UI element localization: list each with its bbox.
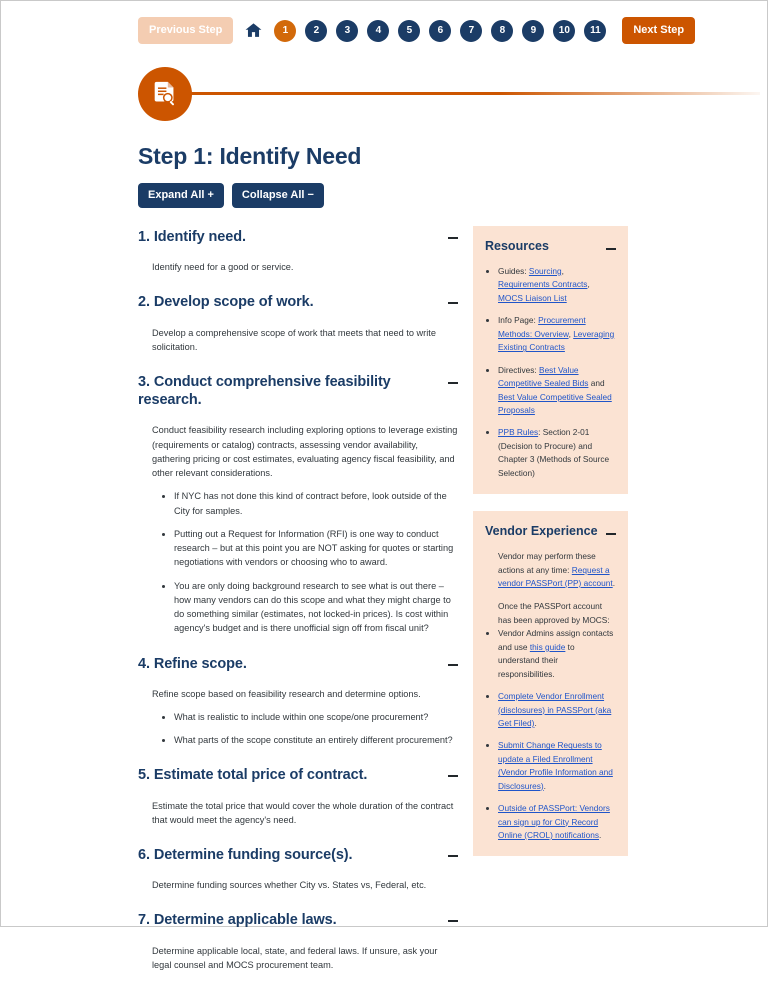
list-item: • You are only doing background research to see what is out there – how many vendors can do this scope and what they might charge to do something similar (estimates, not locked-in prices). Is cost within agency's budget and is there unofficial sign off from fiscal unit? [174, 579, 458, 636]
resource-link[interactable]: MOCS Liaison List [498, 292, 567, 303]
accordion-header[interactable] [138, 764, 458, 784]
accordion-header[interactable] [138, 909, 458, 929]
accordion-title: 7. Determine applicable laws. [138, 912, 337, 929]
collapse-minus-icon[interactable] [606, 533, 616, 535]
hero-banner [138, 67, 767, 121]
accordion-body [138, 312, 458, 355]
step-dot-9[interactable]: 9 [522, 20, 544, 42]
list-item: • Guides: Sourcing, Requirements Contracts, MOCS Liaison List [498, 265, 616, 305]
collapse-minus-icon[interactable] [448, 664, 458, 666]
hero-divider-line [182, 92, 760, 95]
collapse-all-button[interactable]: Collapse All − [232, 183, 324, 208]
accordion-title: 6. Determine funding source(s). [138, 847, 353, 863]
accordion-body [138, 246, 458, 274]
step-navigation [1, 1, 767, 44]
resources-panel-header[interactable] [485, 239, 616, 253]
accordion-body [138, 409, 458, 635]
list-item: • What parts of the scope constitute an entirely different procurement? [174, 733, 458, 747]
accordion-body-text: Conduct feasibility research including exploring options to leverage existing (requirements or catalog) contracts, assessing vendor availability, gathering pricing or cost estimates, evaluating agency fiscal feasibility, and other relevant considerations. [152, 425, 458, 478]
step-dot-5[interactable]: 5 [398, 20, 420, 42]
vendor-experience-panel-title: Vendor Experience [485, 524, 598, 539]
collapse-minus-icon[interactable] [448, 775, 458, 777]
accordion-header[interactable] [138, 371, 458, 409]
collapse-minus-icon[interactable] [448, 382, 458, 384]
resource-link[interactable]: this guide [529, 641, 566, 652]
resource-link[interactable]: Procurement Methods: Overview [498, 315, 586, 339]
list-item: • Vendor Admins assign contacts and use this guide to understand their responsibilities. [498, 627, 616, 681]
step-dot-4[interactable]: 4 [367, 20, 389, 42]
accordion-title: 3. Conduct comprehensive feasibility research. [138, 374, 391, 409]
accordion-body-text: Develop a comprehensive scope of work that meets that need to write solicitation. [152, 327, 436, 352]
resource-link[interactable]: Sourcing [528, 266, 562, 276]
accordion-body-text: Determine funding sources whether City vs. States vs, Federal, etc. [152, 880, 427, 891]
step-dot-list [274, 20, 606, 42]
collapse-minus-icon[interactable] [448, 855, 458, 857]
resource-link[interactable]: Complete Vendor Enrollment (disclosures) in PASSPort (aka Get Filed) [498, 691, 612, 728]
previous-step-button[interactable]: Previous Step [138, 17, 233, 44]
resource-link[interactable]: Best Value Competitive Sealed Bids [498, 364, 589, 389]
step-dot-11[interactable]: 11 [584, 20, 606, 42]
list-item: • PPB Rules: Section 2-01 (Decision to Procure) and Chapter 3 (Methods of Source Selection) [498, 426, 616, 480]
list-item: • Outside of PASSPort: Vendors can sign up for City Record Online (CROL) notifications. [498, 802, 616, 842]
collapse-minus-icon[interactable] [448, 237, 458, 239]
resource-link[interactable]: Submit Change Requests to update a Filed Enrollment (Vendor Profile Information and Disclosures) [498, 740, 613, 791]
next-step-button[interactable]: Next Step [622, 17, 695, 44]
accordion-controls [138, 183, 767, 208]
accordion-bullet-list [152, 710, 458, 748]
resources-panel-body [485, 265, 616, 480]
accordion-header[interactable] [138, 844, 458, 864]
resource-link[interactable]: Requirements Contracts [498, 279, 588, 290]
accordion-title: 2. Develop scope of work. [138, 294, 314, 311]
accordion-title: 5. Estimate total price of contract. [138, 767, 368, 784]
list-item: • Putting out a Request for Information (RFI) is one way to conduct research – but at this point you are NOT asking for quotes or starting negotiations with vendors or choosing who to award. [174, 527, 458, 570]
vendor-experience-panel [473, 511, 628, 856]
vendor-experience-panel-header[interactable] [485, 524, 616, 538]
collapse-minus-icon[interactable] [448, 920, 458, 922]
step-dot-2[interactable]: 2 [305, 20, 327, 42]
accordion-section [138, 844, 458, 892]
resource-link[interactable]: Outside of PASSPort: Vendors can sign up for City Record Online (CROL) notifications [498, 803, 610, 840]
list-item: • Submit Change Requests to update a Filed Enrollment (Vendor Profile Information and Disclosures). [498, 739, 616, 793]
expand-all-button[interactable]: Expand All + [138, 183, 224, 208]
collapse-minus-icon[interactable] [448, 302, 458, 304]
content-columns [138, 226, 767, 989]
step-dot-8[interactable]: 8 [491, 20, 513, 42]
resources-panel-title: Resources [485, 239, 549, 253]
accordion-body [138, 864, 458, 892]
page-title: Step 1: Identify Need [138, 143, 362, 169]
list-item: • Info Page: Procurement Methods: Overview, Leveraging Existing Contracts [498, 314, 616, 354]
accordion-header[interactable] [138, 653, 458, 673]
step-dot-10[interactable]: 10 [553, 20, 575, 42]
resource-link[interactable]: Best Value Competitive Sealed Proposals [498, 391, 612, 415]
resources-bullet-list [485, 265, 616, 480]
accordion-body [138, 930, 458, 973]
accordion-list [138, 226, 458, 989]
vendor-experience-panel-body [485, 550, 616, 842]
step-dot-7[interactable]: 7 [460, 20, 482, 42]
step-dot-3[interactable]: 3 [336, 20, 358, 42]
step-dot-1[interactable]: 1 [274, 20, 296, 42]
accordion-header[interactable] [138, 291, 458, 311]
accordion-section [138, 291, 458, 354]
accordion-section [138, 653, 458, 748]
accordion-body-text: Identify need for a good or service. [152, 262, 294, 273]
step-dot-6[interactable]: 6 [429, 20, 451, 42]
resource-link[interactable]: PPB Rules [498, 427, 539, 438]
list-item: • Directives: Best Value Competitive Sealed Bids and Best Value Competitive Sealed Proposals [498, 364, 616, 418]
collapse-minus-icon[interactable] [606, 248, 616, 250]
accordion-section [138, 909, 458, 972]
accordion-header[interactable] [138, 226, 458, 246]
list-item: • Complete Vendor Enrollment (disclosures) in PASSPort (aka Get Filed). [498, 690, 616, 730]
home-icon[interactable] [242, 20, 264, 42]
list-item: • If NYC has not done this kind of contract before, look outside of the City for samples. [174, 489, 458, 518]
accordion-body-text: Determine applicable local, state, and federal laws. If unsure, ask your legal counsel and MOCS procurement team. [152, 945, 438, 970]
accordion-title: 4. Refine scope. [138, 655, 247, 672]
list-item: • What is realistic to include within one scope/one procurement? [174, 710, 458, 724]
resources-panel [473, 226, 628, 494]
accordion-body-text: Refine scope based on feasibility research and determine options. [152, 688, 421, 699]
resource-link[interactable]: Leveraging Existing Contracts [498, 328, 615, 353]
vendor-bullet-list [485, 627, 616, 842]
sidebar [473, 226, 628, 989]
accordion-section [138, 226, 458, 274]
accordion-section [138, 371, 458, 636]
vendor-intro-text: Vendor may perform these actions at any time: Request a vendor PASSPort (PP) account. [498, 551, 615, 588]
accordion-body-text: Estimate the total price that would cover the whole duration of the contract that would meet the agency's need. [152, 800, 454, 825]
resource-link[interactable]: Request a vendor PASSPort (PP) account [498, 564, 613, 588]
accordion-bullet-list [152, 489, 458, 635]
accordion-body [138, 785, 458, 828]
vendor-subhead-text: Once the PASSPort account has been approved by MOCS: [498, 601, 610, 625]
accordion-body [138, 673, 458, 748]
accordion-title: 1. Identify need. [138, 229, 246, 245]
accordion-section [138, 764, 458, 827]
